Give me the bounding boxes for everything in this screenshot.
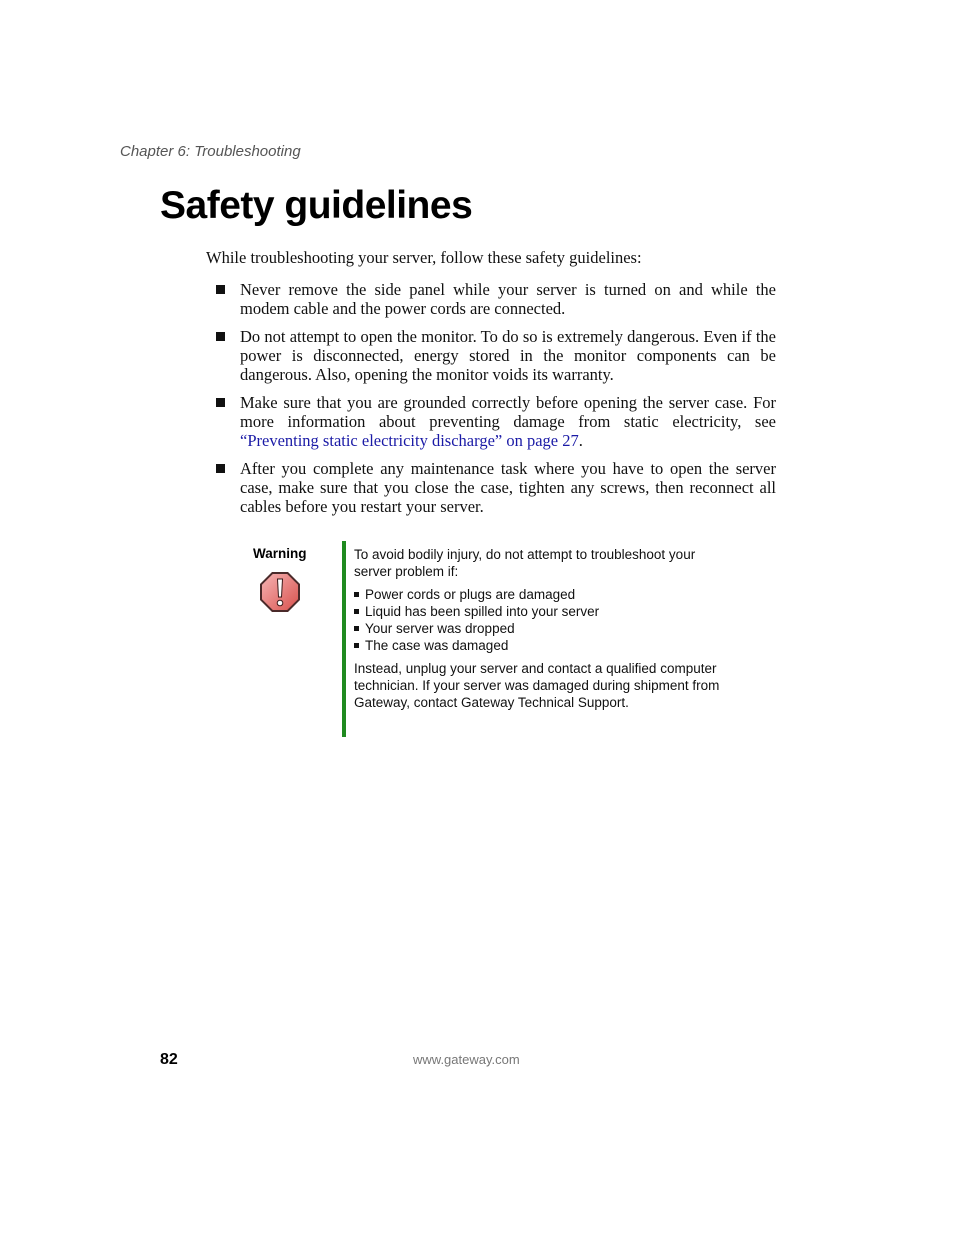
- footer-url: www.gateway.com: [413, 1052, 520, 1067]
- warning-condition-text: Your server was dropped: [365, 621, 515, 636]
- warning-outro: Instead, unplug your server and contact a qualified computer technician. If your server was damaged during shipment from Gateway, contact Gateway Technical Support.: [354, 661, 720, 710]
- warning-conditions-list: [354, 586, 724, 654]
- bullet-square-icon: [354, 609, 359, 614]
- chapter-header: Chapter 6: Troubleshooting: [120, 143, 301, 160]
- safety-guidelines-list: [216, 280, 776, 525]
- page-title: Safety guidelines: [160, 184, 473, 227]
- guideline-text: Make sure that you are grounded correctly before opening the server case. For more information about preventing damage from static electricity, see: [240, 393, 776, 431]
- warning-side-bar: [342, 541, 346, 737]
- guideline-text: After you complete any maintenance task where you have to open the server case, make sure that you close the case, tighten any screws, then reconnect all cables before you restart your server.: [240, 459, 776, 516]
- warning-body: [354, 546, 724, 717]
- bullet-square-icon: [354, 643, 359, 648]
- bullet-square-icon: [216, 398, 225, 407]
- bullet-square-icon: [216, 332, 225, 341]
- warning-condition-item: [354, 620, 724, 637]
- warning-condition-text: The case was damaged: [365, 638, 509, 653]
- warning-label: Warning: [253, 546, 307, 561]
- bullet-square-icon: [354, 592, 359, 597]
- guideline-item: [216, 393, 776, 450]
- bullet-square-icon: [354, 626, 359, 631]
- warning-condition-item: [354, 603, 724, 620]
- guideline-text: Do not attempt to open the monitor. To do so is extremely dangerous. Even if the power is disconnected, energy stored in the monitor components can be dangerous. Also, opening the monitor voids its warranty.: [240, 327, 776, 384]
- warning-condition-text: Liquid has been spilled into your server: [365, 604, 600, 619]
- page-number: 82: [160, 1051, 178, 1068]
- guideline-item: [216, 280, 776, 318]
- bullet-square-icon: [216, 285, 225, 294]
- bullet-square-icon: [216, 464, 225, 473]
- guideline-item: [216, 327, 776, 384]
- warning-condition-text: Power cords or plugs are damaged: [365, 587, 576, 602]
- static-discharge-link[interactable]: “Preventing static electricity discharge” on page 27: [240, 431, 579, 450]
- guideline-item: [216, 459, 776, 516]
- intro-paragraph: While troubleshooting your server, follow these safety guidelines:: [206, 248, 642, 267]
- warning-intro: To avoid bodily injury, do not attempt to troubleshoot your server problem if:: [354, 547, 696, 579]
- guideline-text: Never remove the side panel while your server is turned on and while the modem cable and the power cords are connected.: [240, 280, 776, 318]
- guideline-text-end: .: [578, 431, 583, 450]
- warning-condition-item: [354, 637, 724, 654]
- warning-stop-icon: [259, 571, 301, 613]
- warning-condition-item: [354, 586, 724, 603]
